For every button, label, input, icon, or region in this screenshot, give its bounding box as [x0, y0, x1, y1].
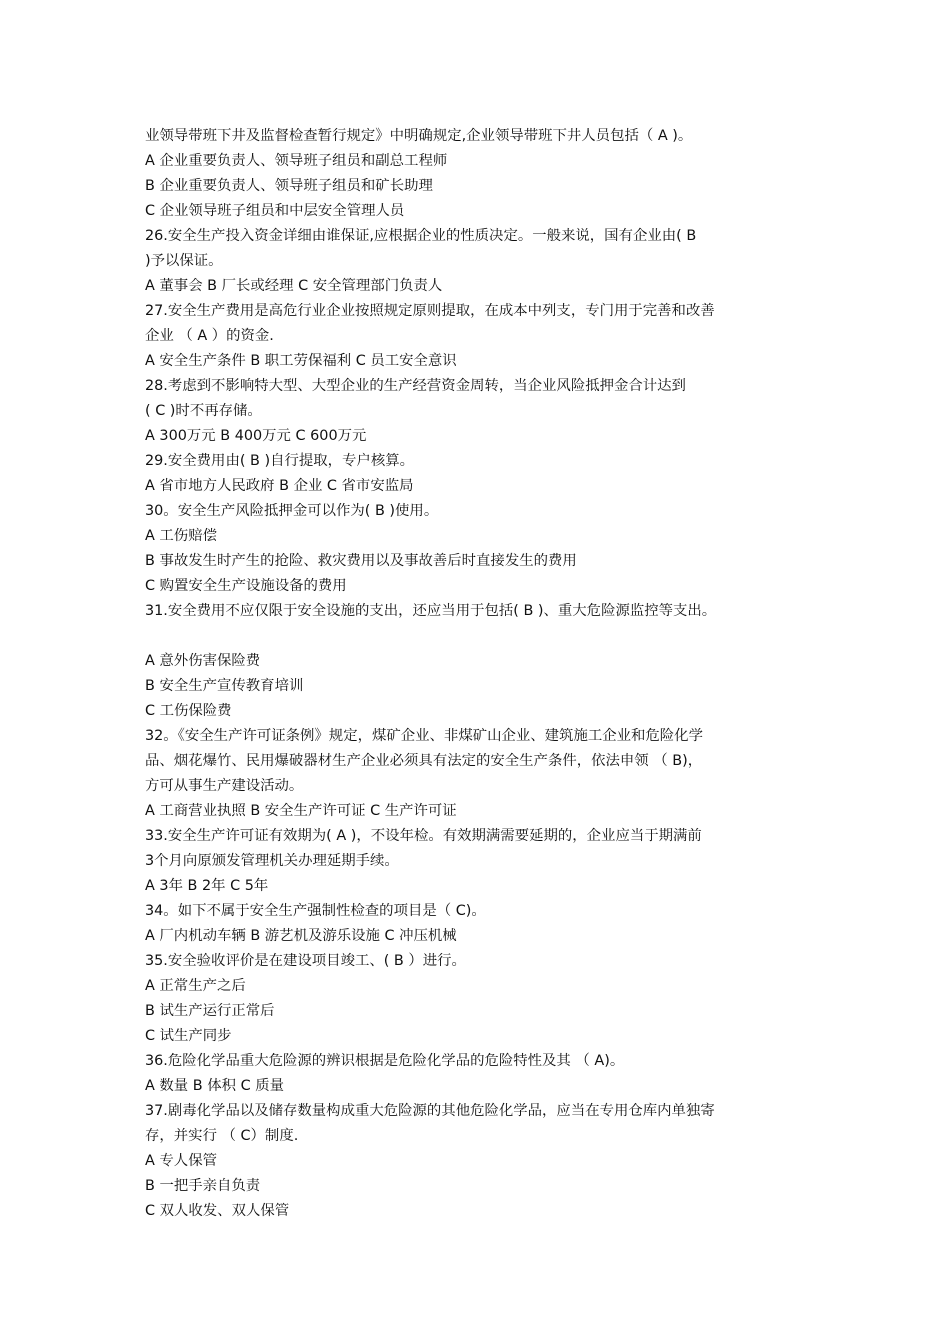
text-line: 企业 （ A ）的资金. [145, 328, 274, 344]
answer-option: B 一把手亲自负责 [145, 1178, 261, 1194]
answer-options: A 省市地方人民政府 B 企业 C 省市安监局 [145, 478, 414, 494]
answer-option: A 正常生产之后 [145, 978, 246, 994]
answer-options: A 工商营业执照 B 安全生产许可证 C 生产许可证 [145, 803, 457, 819]
text-line: )予以保证。 [145, 253, 223, 269]
answer-option: C 企业领导班子组员和中层安全管理人员 [145, 203, 405, 219]
answer-options: A 董事会 B 厂长或经理 C 安全管理部门负责人 [145, 278, 443, 294]
answer-options: A 300万元 B 400万元 C 600万元 [145, 428, 367, 444]
text-line: 方可从事生产建设活动。 [145, 778, 304, 794]
question-28: 28.考虑到不影响特大型、大型企业的生产经营资金周转，当企业风险抵押金合计达到 [145, 378, 686, 394]
answer-option: B 试生产运行正常后 [145, 1003, 275, 1019]
question-text-block [145, 124, 810, 1224]
answer-option: A 专人保管 [145, 1153, 217, 1169]
answer-option: B 企业重要负责人、领导班子组员和矿长助理 [145, 178, 433, 194]
text-line: 品、烟花爆竹、民用爆破器材生产企业必须具有法定的安全生产条件，依法申领 （ B)， [145, 753, 703, 769]
answer-option: C 工伤保险费 [145, 703, 232, 719]
question-33: 33.安全生产许可证有效期为( A )，不设年检。有效期满需要延期的，企业应当于期满前 [145, 828, 702, 844]
question-27: 27.安全生产费用是高危行业企业按照规定原则提取，在成本中列支，专门用于完善和改善 [145, 303, 715, 319]
question-26: 26.安全生产投入资金详细由谁保证,应根据企业的性质决定。一般来说，国有企业由( B [145, 228, 697, 244]
question-34: 34。如下不属于安全生产强制性检查的项目是（ C)。 [145, 903, 486, 919]
answer-option: B 事故发生时产生的抢险、救灾费用以及事故善后时直接发生的费用 [145, 553, 577, 569]
question-32: 32。《安全生产许可证条例》规定，煤矿企业、非煤矿山企业、建筑施工企业和危险化学 [145, 728, 703, 744]
question-36: 36.危险化学品重大危险源的辨识根据是危险化学品的危险特性及其 （ A)。 [145, 1053, 625, 1069]
answer-options: A 安全生产条件 B 职工劳保福利 C 员工安全意识 [145, 353, 457, 369]
text-line: ( C )时不再存储。 [145, 403, 262, 419]
answer-option: A 企业重要负责人、领导班子组员和副总工程师 [145, 153, 448, 169]
question-30: 30。安全生产风险抵押金可以作为( B )使用。 [145, 503, 439, 519]
text-line: 业领导带班下井及监督检查暂行规定》中明确规定,企业领导带班下井人员包括（ A )。 [145, 128, 693, 144]
question-35: 35.安全验收评价是在建设项目竣工、( B ）进行。 [145, 953, 466, 969]
answer-option: C 双人收发、双人保管 [145, 1203, 290, 1219]
answer-option: A 意外伤害保险费 [145, 653, 261, 669]
text-line: 存，并实行 （ C）制度. [145, 1128, 299, 1144]
answer-options: A 数量 B 体积 C 质量 [145, 1078, 284, 1094]
answer-option: C 购置安全生产设施设备的费用 [145, 578, 347, 594]
answer-option: B 安全生产宣传教育培训 [145, 678, 304, 694]
blank-line [145, 624, 810, 649]
answer-options: A 厂内机动车辆 B 游艺机及游乐设施 C 冲压机械 [145, 928, 457, 944]
answer-option: C 试生产同步 [145, 1028, 232, 1044]
question-31: 31.安全费用不应仅限于安全设施的支出，还应当用于包括( B )、重大危险源监控等支出。 [145, 603, 717, 619]
answer-options: A 3年 B 2年 C 5年 [145, 878, 269, 894]
question-29: 29.安全费用由( B )自行提取，专户核算。 [145, 453, 414, 469]
answer-option: A 工伤赔偿 [145, 528, 217, 544]
question-37: 37.剧毒化学品以及储存数量构成重大危险源的其他危险化学品，应当在专用仓库内单独寄 [145, 1103, 715, 1119]
text-line: 3个月向原颁发管理机关办理延期手续。 [145, 853, 399, 869]
